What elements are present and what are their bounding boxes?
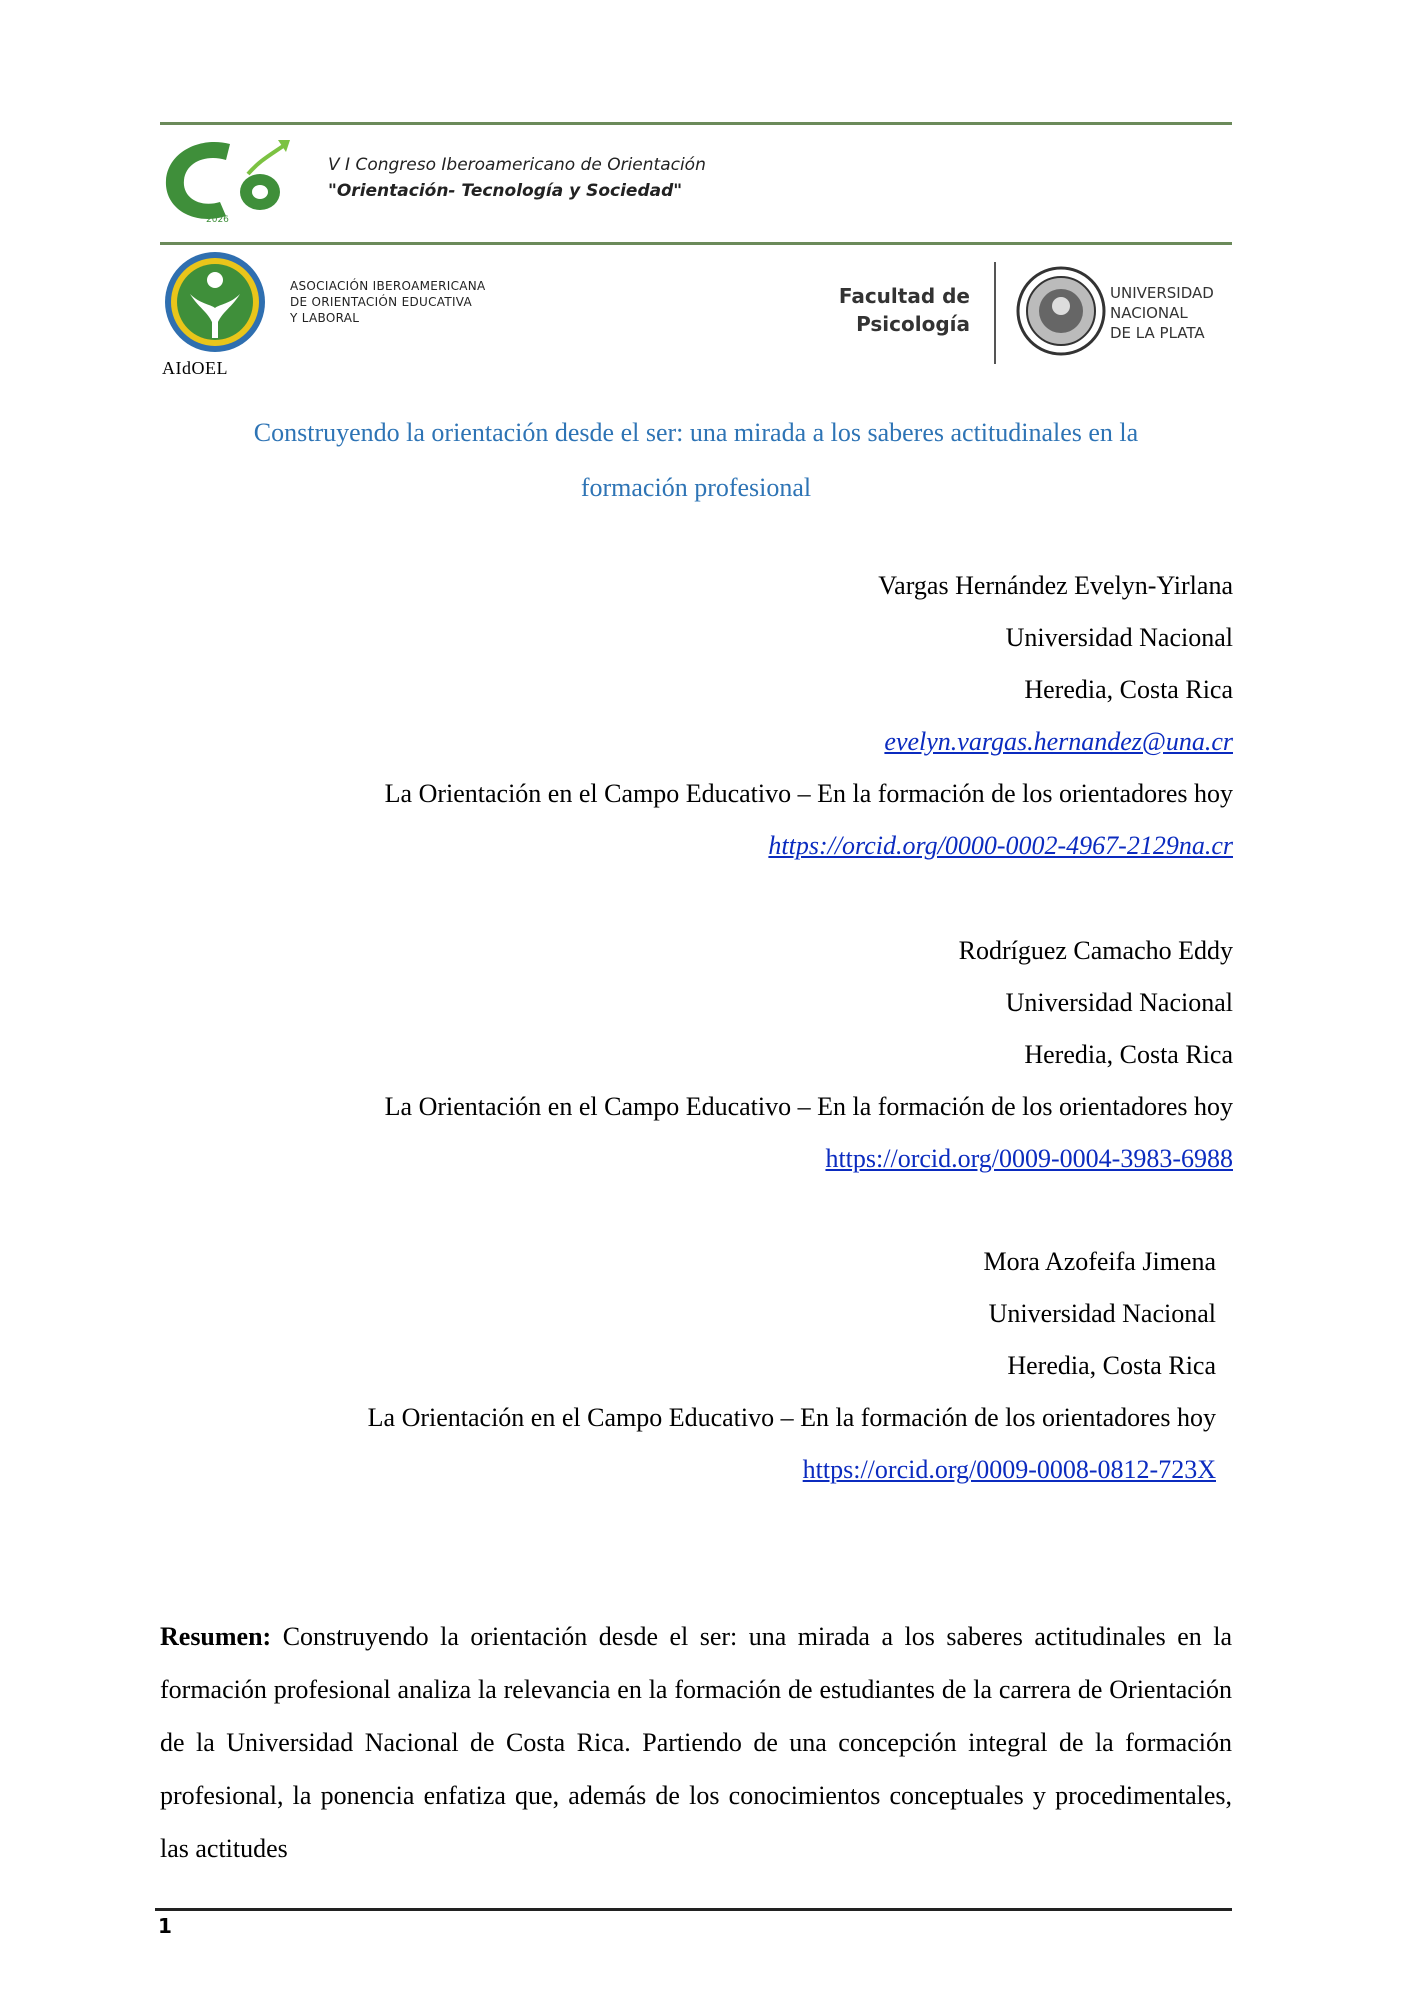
university-name (1110, 283, 1214, 343)
author-institution: Universidad Nacional (988, 1299, 1216, 1328)
congress-title: V I Congreso Iberoamericano de Orientación (328, 155, 706, 175)
author-block (368, 1236, 1216, 1496)
congress-subtitle: "Orientación- Tecnología y Sociedad" (328, 181, 683, 201)
congress-heading (328, 152, 706, 204)
abstract-paragraph (160, 1610, 1232, 1875)
abstract-text: Construyendo la orientación desde el ser: una mirada a los saberes actitudinales en la formación profesional analiza la relevancia en la formación de estudiantes de la carrera de Orientación de la Universidad Nacional de Costa Rica. Partiendo de una concepción integral de la formación profesional, la ponencia enfatiza que, además de los conocimientos conceptuales y procedimentales, las actitudes (160, 1622, 1233, 1863)
university-line-2: NACIONAL (1110, 304, 1188, 322)
header-middle-rule (160, 242, 1232, 245)
header-top-rule (160, 122, 1232, 125)
university-seal-icon (1016, 266, 1106, 356)
author-email-link[interactable]: evelyn.vargas.hernandez@una.cr (884, 727, 1233, 756)
page-number: 1 (158, 1914, 172, 1938)
association-name (290, 278, 486, 326)
paper-title-line-1: Construyendo la orientación desde el ser: una mirada a los saberes actitudinales en la (253, 418, 1139, 447)
author-location: Heredia, Costa Rica (1024, 675, 1233, 704)
association-line-2: DE ORIENTACIÓN EDUCATIVA (290, 295, 473, 309)
author-institution: Universidad Nacional (1005, 623, 1233, 652)
association-acronym: AIdOEL (162, 358, 228, 378)
footer-rule (155, 1908, 1232, 1911)
association-line-3: Y LABORAL (290, 311, 360, 325)
author-name: Vargas Hernández Evelyn-Yirlana (878, 571, 1233, 600)
congress-logo (160, 130, 310, 230)
author-location: Heredia, Costa Rica (1007, 1351, 1216, 1380)
author-orcid-link[interactable]: https://orcid.org/0009-0008-0812-723X (802, 1455, 1216, 1484)
faculty-name (820, 282, 970, 338)
author-institution: Universidad Nacional (1005, 988, 1233, 1017)
author-name: Rodríguez Camacho Eddy (958, 936, 1233, 965)
author-block (385, 925, 1233, 1185)
author-theme: La Orientación en el Campo Educativo – En la formación de los orientadores hoy (384, 1092, 1233, 1121)
university-line-1: UNIVERSIDAD (1110, 284, 1214, 302)
abstract-label: Resumen: (160, 1622, 272, 1651)
association-line-1: ASOCIACIÓN IBEROAMERICANA (290, 279, 486, 293)
header-vertical-divider (994, 262, 996, 364)
author-theme: La Orientación en el Campo Educativo – En la formación de los orientadores hoy (367, 1403, 1216, 1432)
faculty-line-2: Psicología (856, 312, 970, 336)
author-orcid-link[interactable]: https://orcid.org/0000-0002-4967-2129na.cr (768, 831, 1233, 860)
author-block (385, 560, 1233, 872)
author-location: Heredia, Costa Rica (1024, 1040, 1233, 1069)
paper-title-line-2: formación profesional (580, 473, 812, 502)
author-name: Mora Azofeifa Jimena (983, 1247, 1216, 1276)
faculty-line-1: Facultad de (838, 284, 970, 308)
author-orcid-link[interactable]: https://orcid.org/0009-0004-3983-6988 (825, 1144, 1233, 1173)
congress-logo-year: 2026 (206, 215, 229, 225)
author-theme: La Orientación en el Campo Educativo – En la formación de los orientadores hoy (384, 779, 1233, 808)
university-line-3: DE LA PLATA (1110, 324, 1205, 342)
paper-title (160, 405, 1232, 515)
